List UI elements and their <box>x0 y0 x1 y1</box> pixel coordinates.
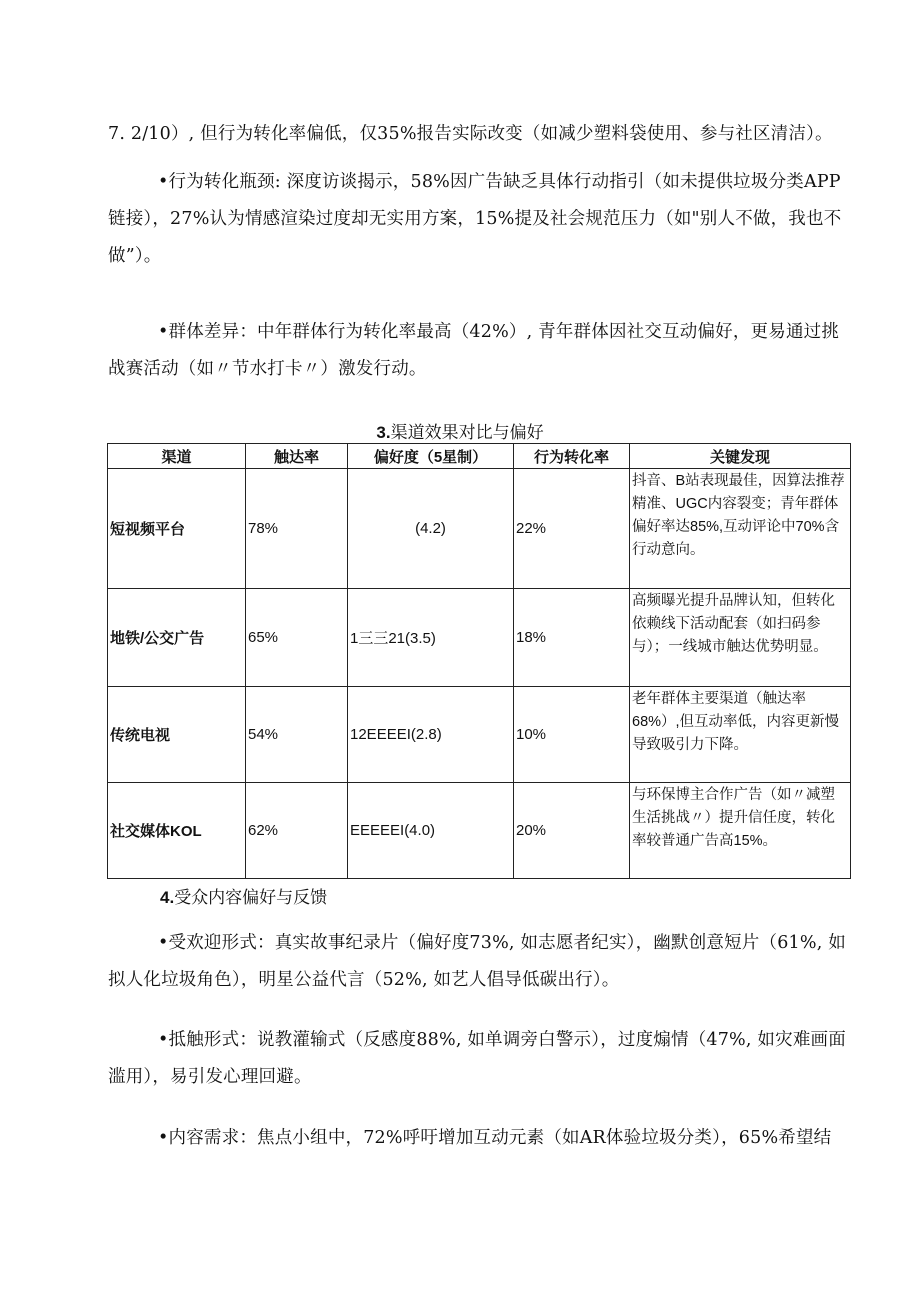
cell-reach: 78% <box>246 469 348 589</box>
cell-conversion: 22% <box>514 469 630 589</box>
paragraph-group-difference: •群体差异：中年群体行为转化率最高（42%）, 青年群体因社交互动偏好，更易通过挑战赛活动（如〃节水打卡〃）激发行动。 <box>108 322 840 379</box>
cell-reach: 62% <box>246 783 348 879</box>
header-finding: 关键发现 <box>630 444 851 469</box>
section-heading-audience-preference <box>160 883 327 908</box>
paragraph-behavior-conversion: 7. 2/10）, 但行为转化率偏低，仅35%报告实际改变（如减少塑料袋使用、参与社区清洁）。 <box>108 124 833 144</box>
cell-preference: 12EEEEI(2.8) <box>348 687 514 783</box>
table-row <box>108 469 851 589</box>
cell-preference: EEEEEI(4.0) <box>348 783 514 879</box>
cell-preference: 1三三21(3.5) <box>348 589 514 687</box>
cell-preference: (4.2) <box>348 469 514 589</box>
table-row <box>108 687 851 783</box>
cell-conversion: 20% <box>514 783 630 879</box>
cell-reach: 54% <box>246 687 348 783</box>
paragraph-resisted-formats: •抵触形式：说教灌输式（反感度88%, 如单调旁白警示），过度煽情（47%, 如灾难画面滥用），易引发心理回避。 <box>108 1030 846 1087</box>
section-heading-text: 受众内容偏好与反馈 <box>174 888 328 908</box>
cell-conversion: 10% <box>514 687 630 783</box>
cell-conversion: 18% <box>514 589 630 687</box>
cell-reach: 65% <box>246 589 348 687</box>
cell-finding: 老年群体主要渠道（触达率68%）,但互动率低，内容更新慢导致吸引力下降。 <box>630 687 851 783</box>
header-reach: 触达率 <box>246 444 348 469</box>
cell-channel: 地铁/公交广告 <box>108 589 246 687</box>
cell-finding: 抖音、B站表现最佳，因算法推荐精准、UGC内容裂变；青年群体偏好率达85%,互动评论中70%含行动意向。 <box>630 469 851 589</box>
channel-comparison-table <box>107 443 851 879</box>
header-conversion: 行为转化率 <box>514 444 630 469</box>
cell-channel: 短视频平台 <box>108 469 246 589</box>
header-channel: 渠道 <box>108 444 246 469</box>
cell-finding: 与环保博主合作广告（如〃减塑生活挑战〃）提升信任度，转化率较普通广告高15%。 <box>630 783 851 879</box>
table-caption <box>0 418 920 443</box>
paragraph-popular-formats: •受欢迎形式：真实故事纪录片（偏好度73%, 如志愿者纪实），幽默创意短片（61%, 如拟人化垃圾角色），明星公益代言（52%, 如艺人倡导低碳出行）。 <box>108 933 846 990</box>
table-header-row <box>108 444 851 469</box>
table-caption-number: 3. <box>376 423 391 442</box>
table-caption-text: 渠道效果对比与偏好 <box>390 423 544 443</box>
header-preference: 偏好度（5星制） <box>348 444 514 469</box>
table-row <box>108 783 851 879</box>
cell-channel: 社交媒体KOL <box>108 783 246 879</box>
section-heading-number: 4. <box>160 888 175 907</box>
cell-finding: 高频曝光提升品牌认知，但转化依赖线下活动配套（如扫码参与）；一线城市触达优势明显。 <box>630 589 851 687</box>
cell-channel: 传统电视 <box>108 687 246 783</box>
paragraph-conversion-bottleneck: •行为转化瓶颈: 深度访谈揭示，58%因广告缺乏具体行动指引（如未提供垃圾分类APP链接），27%认为情感渲染过度却无实用方案，15%提及社会规范压力（如"别人不做，我也不做”）。 <box>108 172 842 266</box>
table-row <box>108 589 851 687</box>
paragraph-content-needs: •内容需求：焦点小组中，72%呼吁增加互动元素（如AR体验垃圾分类），65%希望结 <box>158 1128 832 1148</box>
